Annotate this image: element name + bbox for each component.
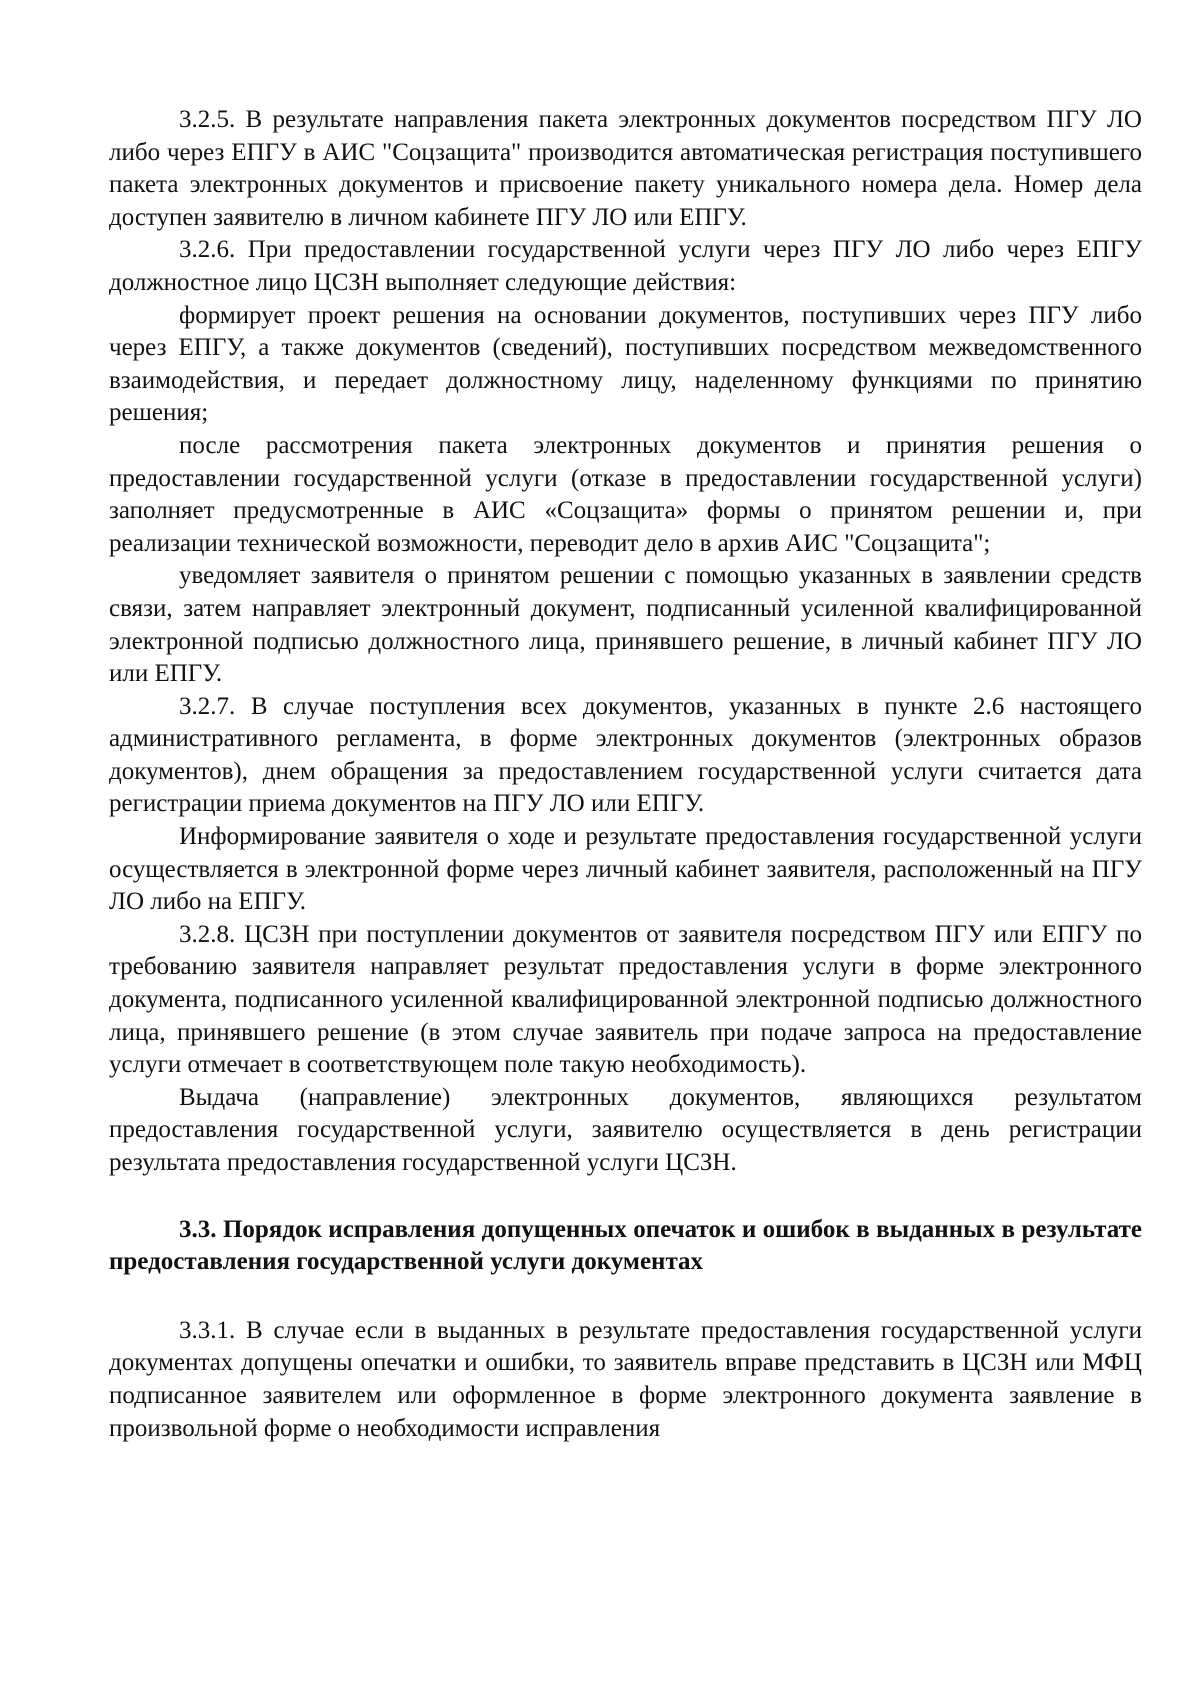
paragraph-3-2-7: 3.2.7. В случае поступления всех документов, указанных в пункте 2.6 настоящего административного регламента, в форме электронных документов (электронных образов документов), днем обращения за предоставлением государственной услуги считается дата регистрации приема документов на ПГУ ЛО или ЕПГУ. [109, 692, 1142, 818]
paragraph-3-3-1: 3.3.1. В случае если в выданных в результате предоставления государственной услуги документах допущены опечатки и ошибки, то заявитель вправе представить в ЦСЗН или МФЦ подписанное заявителем или оформленное в форме электронного документа заявление в произвольной форме о необходимости исправления [109, 1316, 1142, 1442]
paragraph-issuance: Выдача (направление) электронных документов, являющихся результатом предоставления государственной услуги, заявителю осуществляется в день регистрации результата предоставления государственной услуги ЦСЗН. [109, 1083, 1142, 1176]
paragraph-3-2-5: 3.2.5. В результате направления пакета электронных документов посредством ПГУ ЛО либо через ЕПГУ в АИС "Соцзащита" производится автоматическая регистрация поступившего пакета электронных документов и присвоение пакету уникального номера дела. Номер дела доступен заявителю в личном кабинете ПГУ ЛО или ЕПГУ. [109, 106, 1142, 231]
paragraph-after-review: после рассмотрения пакета электронных документов и принятия решения о предоставлении государственной услуги (отказе в предоставлении государственной услуги) заполняет предусмотренные в АИС «Соцзащита» формы о принятом решении и, при реализации технической возможности, переводит дело в архив АИС "Соцзащита"; [109, 431, 1142, 557]
paragraph-3-2-8: 3.2.8. ЦСЗН при поступлении документов от заявителя посредством ПГУ или ЕПГУ по требованию заявителя направляет результат предоставления услуги в форме электронного документа, подписанного усиленной квалифицированной электронной подписью должностного лица, принявшего решение (в этом случае заявитель при подаче запроса на предоставление услуги отмечает в соответствующем поле такую необходимость). [109, 920, 1142, 1079]
paragraph-3-2-6: 3.2.6. При предоставлении государственной услуги через ПГУ ЛО либо через ЕПГУ должностное лицо ЦСЗН выполняет следующие действия: [109, 236, 1142, 296]
paragraph-notifies-applicant: уведомляет заявителя о принятом решении с помощью указанных в заявлении средств связи, затем направляет электронный документ, подписанный усиленной квалифицированной электронной подписью должностного лица, принявшего решение, в личный кабинет ПГУ ЛО или ЕПГУ. [109, 562, 1142, 688]
section-heading-3-3: 3.3. Порядок исправления допущенных опечаток и ошибок в выданных в результате предоставления государственной услуги документах [109, 1215, 1142, 1276]
document-body [109, 104, 1142, 1445]
paragraph-informing: Информирование заявителя о ходе и результате предоставления государственной услуги осуществляется в электронной форме через личный кабинет заявителя, расположенный на ПГУ ЛО либо на ЕПГУ. [109, 823, 1142, 916]
paragraph-forms-draft: формирует проект решения на основании документов, поступивших через ПГУ либо через ЕПГУ, а также документов (сведений), поступивших посредством межведомственного взаимодействия, и передает должностному лицу, наделенному функциями по принятию решения; [109, 301, 1142, 427]
